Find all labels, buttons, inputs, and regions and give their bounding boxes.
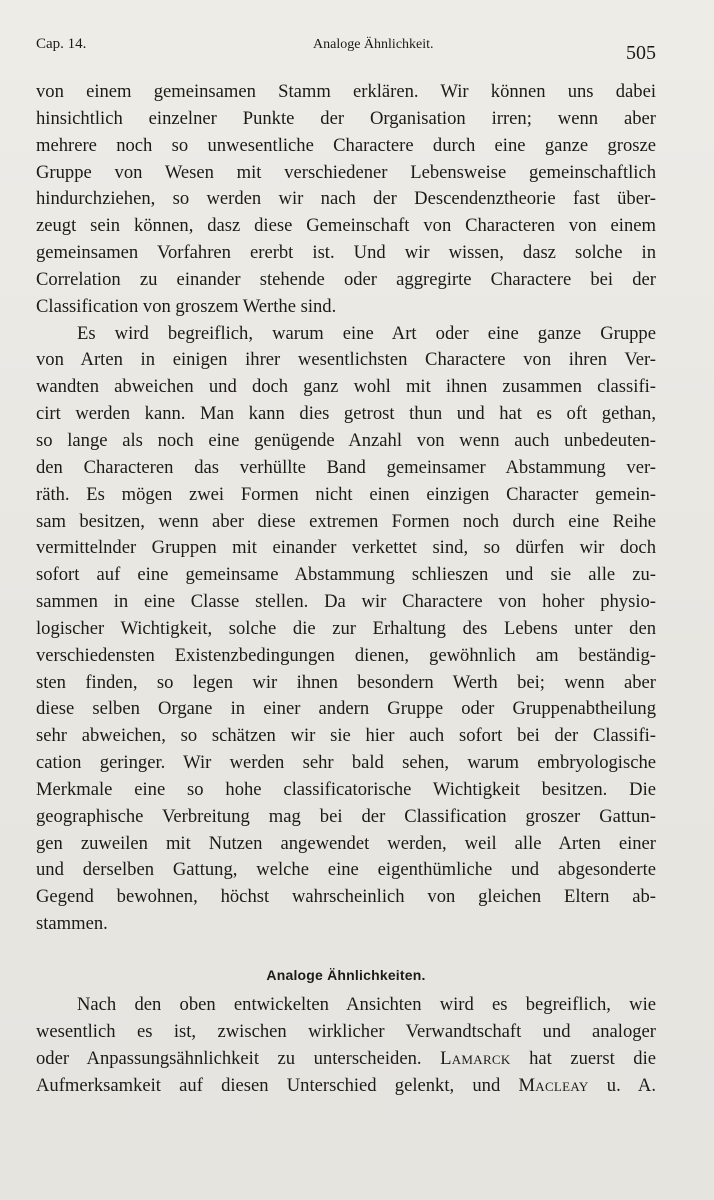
text-line: Gruppe von Wesen mit verschiedener Lebensweise gemeinschaftlich xyxy=(36,161,656,183)
text-line: stammen. xyxy=(36,913,108,935)
text-line: sofort auf eine gemeinsame Abstammung schlieszen und sie alle zu- xyxy=(36,564,656,586)
text-line: diese selben Organe in einer andern Gruppe oder Gruppenabtheilung xyxy=(36,698,656,720)
text-line: geographische Verbreitung mag bei der Classification groszer Gattun- xyxy=(36,805,656,827)
text-line: gen zuweilen mit Nutzen angewendet werden, weil alle Arten einer xyxy=(36,832,656,854)
chapter-label: Cap. 14. xyxy=(36,36,87,52)
section-heading: Analoge Ähnlichkeiten. xyxy=(266,967,426,983)
text-line: Gegend bewohnen, höchst wahrscheinlich von gleichen Eltern ab- xyxy=(36,886,656,908)
text-line: so lange als noch eine genügende Anzahl von wenn auch unbedeuten- xyxy=(36,429,656,451)
text-line-with-name xyxy=(36,1073,656,1100)
paragraph-2 xyxy=(36,321,656,938)
text-line: sten finden, so legen wir ihnen besondern Werth bei; wenn aber xyxy=(36,671,656,693)
text-line: cation geringer. Wir werden sehr bald sehen, warum embryologische xyxy=(36,752,656,774)
text-line: den Characteren das verhüllte Band gemeinsamer Abstammung ver- xyxy=(36,456,656,478)
text-line: hindurchziehen, so werden wir nach der Descendenztheorie fast über- xyxy=(36,188,656,210)
text-line: gemeinsamen Vorfahren ererbt ist. Und wir wissen, dasz solche in xyxy=(36,242,656,264)
paragraph-3 xyxy=(36,992,656,1099)
text-line-with-name xyxy=(36,1046,656,1073)
line-text: oder Anpassungsähnlichkeit zu unterscheiden. xyxy=(36,1047,422,1069)
text-line: Correlation zu einander stehende oder aggregirte Charactere bei der xyxy=(36,268,656,290)
text-line: wandten abweichen und doch ganz wohl mit ihnen zusammen classifi- xyxy=(36,376,656,398)
line-text: Aufmerksamkeit auf diesen Unterschied gelenkt, und xyxy=(36,1074,501,1096)
author-name-macleay: Macleay xyxy=(518,1074,589,1096)
text-line: cirt werden kann. Man kann dies getrost thun und hat es oft gethan, xyxy=(36,403,656,425)
running-head xyxy=(36,34,656,64)
text-line: sehr abweichen, so schätzen wir sie hier auch sofort bei der Classifi- xyxy=(36,725,656,747)
text-line: wesentlich es ist, zwischen wirklicher Verwandtschaft und analoger xyxy=(36,1020,656,1042)
page-body xyxy=(36,79,656,1099)
page-number: 505 xyxy=(626,42,656,64)
text-line: vermittelnder Gruppen mit einander verkettet sind, so dürfen wir doch xyxy=(36,537,656,559)
text-line: sammen in eine Classe stellen. Da wir Charactere von hoher physio- xyxy=(36,591,656,613)
text-line: Nach den oben entwickelten Ansichten wird es begreiflich, wie xyxy=(77,994,656,1015)
text-line: zeugt sein können, dasz diese Gemeinschaft von Characteren von einem xyxy=(36,215,656,237)
text-line: sam besitzen, wenn aber diese extremen Formen noch durch eine Reihe xyxy=(36,510,656,532)
text-line: logischer Wichtigkeit, solche die zur Erhaltung des Lebens unter den xyxy=(36,617,656,639)
text-line: hinsichtlich einzelner Punkte der Organisation irren; wenn aber xyxy=(36,107,656,129)
text-line: Merkmale eine so hohe classificatorische Wichtigkeit besitzen. Die xyxy=(36,778,656,800)
text-line: Classification von groszem Werthe sind. xyxy=(36,295,337,317)
author-name-lamarck: Lamarck xyxy=(440,1047,511,1069)
text-line: verschiedensten Existenzbedingungen dienen, gewöhnlich am beständig- xyxy=(36,644,656,666)
text-line: räth. Es mögen zwei Formen nicht einen einzigen Character gemein- xyxy=(36,483,656,505)
text-line: mehrere noch so unwesentliche Charactere durch eine ganze grosze xyxy=(36,134,656,156)
paragraph-1 xyxy=(36,79,656,321)
text-line: von einem gemeinsamen Stamm erklären. Wir können uns dabei xyxy=(36,81,656,102)
text-line: von Arten in einigen ihrer wesentlichsten Charactere von ihren Ver- xyxy=(36,349,656,371)
text-line: und derselben Gattung, welche eine eigenthümliche und abgesonderte xyxy=(36,859,656,881)
line-text: hat zuerst die xyxy=(529,1047,656,1069)
line-text: u. A. xyxy=(606,1074,656,1096)
running-title: Analoge Ähnlichkeit. xyxy=(313,37,434,52)
text-line: Es wird begreiflich, warum eine Art oder eine ganze Gruppe xyxy=(77,322,656,344)
